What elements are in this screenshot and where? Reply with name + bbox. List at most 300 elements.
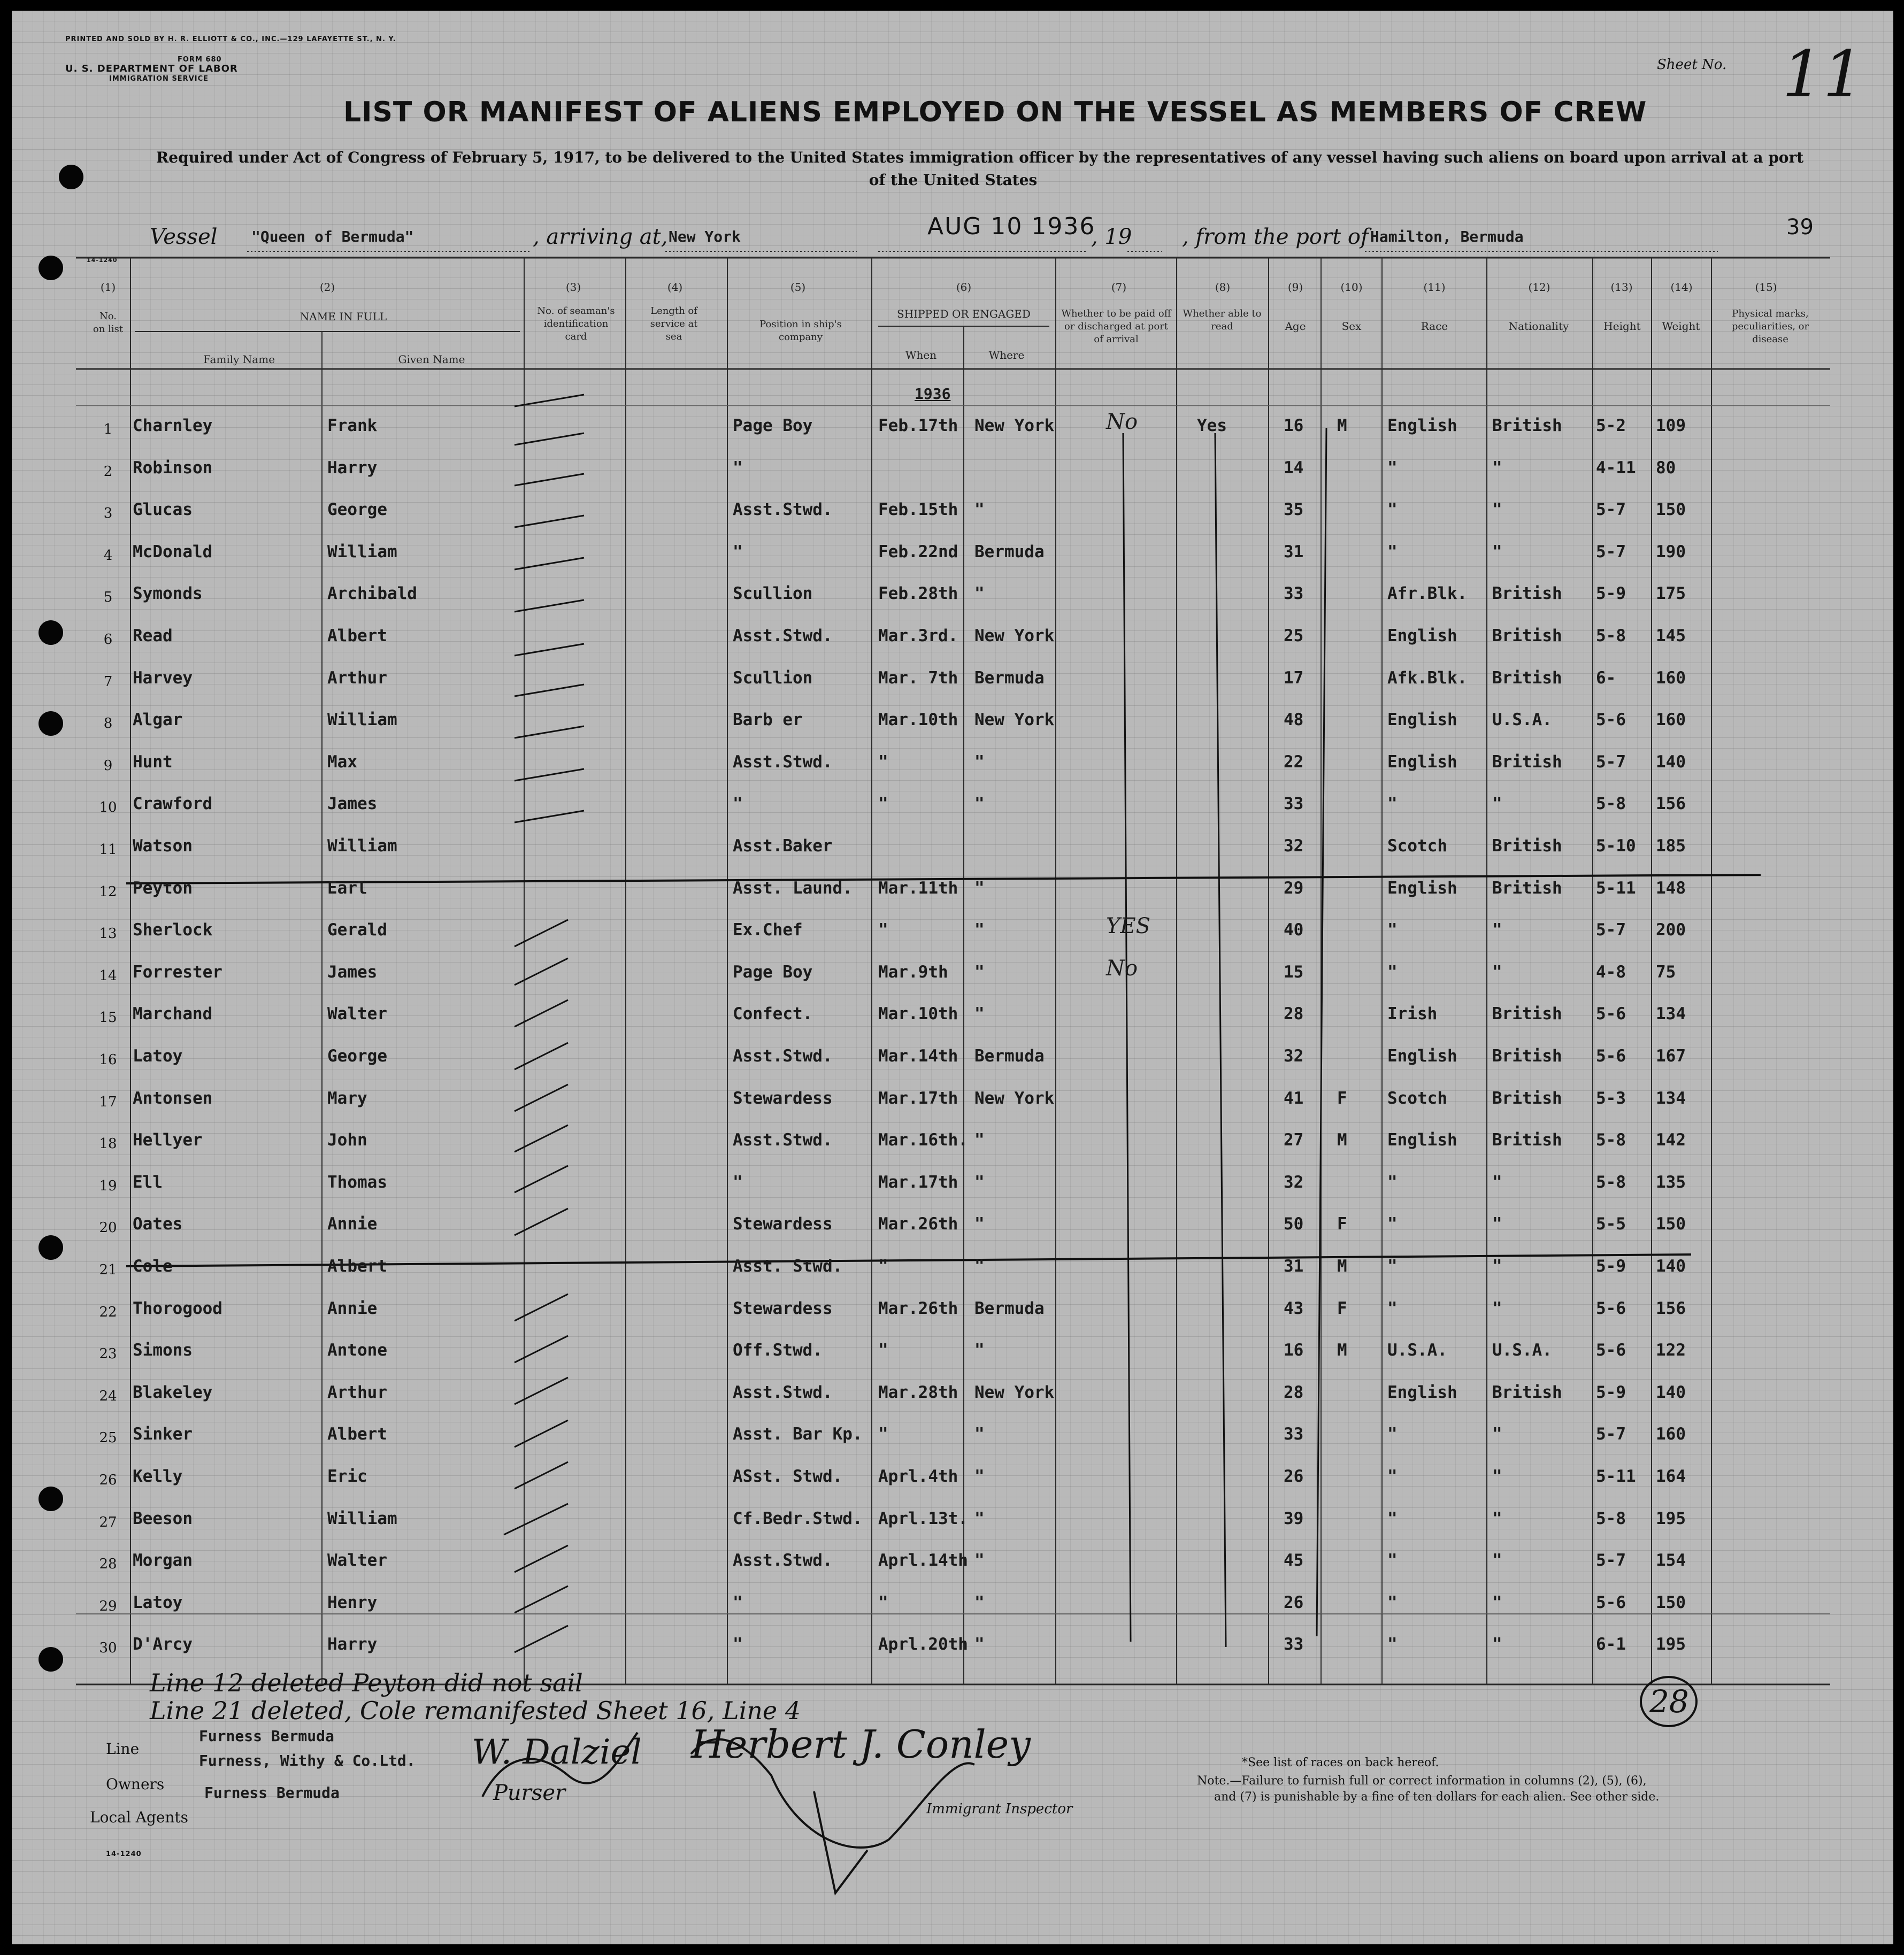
cell-shipped-when: " [878,752,888,772]
cell-nationality: " [1492,1214,1502,1234]
cell-shipped-when: " [878,1592,888,1612]
cell-row-number: 8 [103,715,113,732]
cell-given-name: Max [327,752,357,772]
cell-position: Cf.Bedr.Stwd. [733,1508,863,1528]
manifest-paper [12,11,1893,1944]
cell-weight: 150 [1656,1592,1686,1612]
cell-family-name: Morgan [133,1551,193,1571]
cell-position: Page Boy [733,416,813,435]
cell-given-name: George [327,500,387,520]
cell-position: Off.Stwd. [733,1341,823,1360]
cell-position: Asst.Stwd. [733,1551,833,1571]
cell-shipped-when: " [878,1341,888,1360]
cell-position: Asst.Baker [733,836,833,856]
cell-height: 5-10 [1596,836,1636,856]
cell-paid-off: No [1106,410,1138,434]
cell-weight: 200 [1656,920,1686,940]
cell-row-number: 25 [99,1430,117,1446]
col-8-num: (8) [1215,281,1231,294]
cell-family-name: Symonds [133,584,203,604]
cell-race: English [1387,752,1457,772]
cell-row-number: 19 [99,1177,117,1194]
cell-given-name: Mary [327,1088,367,1108]
cell-sex: F [1337,1214,1347,1234]
cell-height: 5-8 [1596,1130,1626,1150]
cell-given-name: William [327,836,397,856]
col-2-sub-given: Given Name [398,353,465,366]
races-note: *See list of races on back hereof. [1242,1756,1439,1769]
cell-row-number: 14 [99,967,117,984]
cell-row-number: 29 [99,1598,117,1614]
cell-family-name: Kelly [133,1467,183,1486]
cell-nationality: " [1492,1172,1502,1192]
cell-sex: F [1337,1298,1347,1318]
cell-given-name: William [327,1508,397,1528]
cell-weight: 80 [1656,458,1676,478]
cell-height: 5-6 [1596,1298,1626,1318]
cell-race: English [1387,878,1457,898]
cell-race: Afr.Blk. [1387,584,1468,604]
cell-height: 5-8 [1596,794,1626,814]
cell-nationality: " [1492,500,1502,520]
form-number: FORM 680 [178,56,222,64]
cell-position: Scullion [733,584,813,604]
cell-family-name: Robinson [133,458,213,478]
cell-position: Asst.Stwd. [733,752,833,772]
cell-age: 39 [1284,1508,1304,1528]
cell-race: " [1387,1425,1398,1444]
cell-height: 5-7 [1596,752,1626,772]
cell-height: 5-6 [1596,710,1626,730]
cell-family-name: Sherlock [133,920,213,940]
cell-row-number: 17 [99,1094,117,1110]
cell-age: 32 [1284,836,1304,856]
cell-shipped-where: " [974,584,985,604]
cell-given-name: Albert [327,626,387,645]
purser-signature: W. Dalziel [472,1733,642,1772]
margin-number: 39 [1786,215,1814,240]
cell-height: 5-6 [1596,1341,1626,1360]
cell-family-name: Hellyer [133,1130,203,1150]
cell-given-name: Arthur [327,668,387,688]
cell-age: 33 [1284,584,1304,604]
col-14-label: Weight [1662,320,1700,333]
cell-shipped-where: " [974,752,985,772]
cell-family-name: Ell [133,1172,163,1192]
col-11-label: Race [1421,320,1448,333]
col-8-label: Whether able to read [1183,308,1262,332]
col-15-label: Physical marks, peculiarities, or disease [1731,308,1809,345]
cell-position: Barb er [733,710,803,730]
cell-weight: 135 [1656,1172,1686,1192]
col-3-num: (3) [565,281,581,294]
cell-position: " [733,1172,743,1192]
cell-shipped-when: " [878,1257,888,1276]
cell-row-number: 24 [99,1388,117,1404]
cell-race: " [1387,920,1398,940]
from-port: Hamilton, Bermuda [1370,228,1524,245]
cell-height: 5-11 [1596,1467,1636,1486]
cell-sex: M [1337,1130,1347,1150]
cell-race: " [1387,500,1398,520]
cell-row-number: 15 [99,1010,117,1026]
col-6-label: SHIPPED OR ENGAGED [897,307,1031,320]
cell-shipped-when: Mar.17th [878,1172,958,1192]
cell-height: 5-8 [1596,1172,1626,1192]
cell-family-name: Oates [133,1214,183,1234]
cell-race: Scotch [1387,836,1447,856]
cell-age: 43 [1284,1298,1304,1318]
cell-position: Asst. Laund. [733,878,853,898]
cell-age: 16 [1284,1341,1304,1360]
cell-race: " [1387,962,1398,982]
cell-family-name: Read [133,626,173,645]
cell-race: Afk.Blk. [1387,668,1468,688]
form-title: LIST OR MANIFEST OF ALIENS EMPLOYED ON THE VESSEL AS MEMBERS OF CREW [343,96,1647,128]
cell-shipped-where: " [974,920,985,940]
cell-height: 6- [1596,668,1616,688]
cell-family-name: Marchand [133,1004,213,1024]
cell-shipped-where: " [974,1341,985,1360]
cell-shipped-when: Mar.17th [878,1088,958,1108]
cell-age: 41 [1284,1088,1304,1108]
cell-given-name: Antone [327,1341,387,1360]
cell-position: Asst.Stwd. [733,1046,833,1066]
cell-nationality: British [1492,752,1562,772]
cell-paid-off: YES [1106,914,1151,939]
cell-shipped-when: Mar.14th [878,1046,958,1066]
cell-age: 45 [1284,1551,1304,1571]
cell-nationality: British [1492,1004,1562,1024]
cell-age: 17 [1284,668,1304,688]
cell-nationality: " [1492,542,1502,561]
cell-race: English [1387,710,1457,730]
cell-shipped-where: Bermuda [974,668,1045,688]
cell-row-number: 1 [103,421,113,437]
cell-age: 35 [1284,500,1304,520]
cell-shipped-where: " [974,1635,985,1654]
cell-age: 48 [1284,710,1304,730]
sheet-number: 11 [1782,37,1864,112]
cell-shipped-when: Feb.28th [878,584,958,604]
cell-height: 5-7 [1596,1425,1626,1444]
cell-shipped-when: Aprl.4th [878,1467,958,1486]
cell-nationality: U.S.A. [1492,710,1552,730]
cell-position: Asst.Stwd. [733,1130,833,1150]
cell-sex: M [1337,1341,1347,1360]
cell-row-number: 6 [103,632,113,648]
cell-height: 5-11 [1596,878,1636,898]
cell-shipped-where: New York [974,1088,1055,1108]
cell-age: 16 [1284,416,1304,435]
department-label: U. S. DEPARTMENT OF LABOR [65,63,238,74]
date-stamp: AUG 10 1936 [927,213,1096,240]
cell-race: " [1387,1172,1398,1192]
cell-shipped-where: " [974,878,985,898]
cell-shipped-when: Mar.10th [878,710,958,730]
col-1-label: No. on list [93,311,124,335]
cell-age: 40 [1284,920,1304,940]
cell-shipped-where: " [974,1257,985,1276]
cell-nationality: British [1492,584,1562,604]
cell-weight: 195 [1656,1635,1686,1654]
cell-race: " [1387,1298,1398,1318]
cell-age: 26 [1284,1592,1304,1612]
cell-height: 4-11 [1596,458,1636,478]
vessel-label: Vessel [150,225,218,249]
cell-given-name: Henry [327,1592,378,1612]
cell-race: " [1387,1551,1398,1571]
cell-nationality: British [1492,1382,1562,1402]
col-11-num: (11) [1423,281,1446,294]
cell-nationality: British [1492,1130,1562,1150]
cell-nationality: British [1492,878,1562,898]
cell-age: 22 [1284,752,1304,772]
cell-position: Asst.Stwd. [733,626,833,645]
col-9-label: Age [1285,320,1306,333]
cell-row-number: 4 [103,547,113,564]
cell-weight: 164 [1656,1467,1686,1486]
cell-age: 15 [1284,962,1304,982]
cell-race: " [1387,794,1398,814]
cell-shipped-when: Mar.10th [878,1004,958,1024]
cell-position: Stewardess [733,1214,833,1234]
cell-nationality: " [1492,920,1502,940]
cell-row-number: 11 [99,842,117,858]
cell-nationality: " [1492,458,1502,478]
cell-able-to-read: Yes [1197,416,1227,435]
cell-shipped-when: Feb.15th [878,500,958,520]
cell-given-name: Frank [327,416,378,435]
cell-sex: F [1337,1088,1347,1108]
cell-race: Scotch [1387,1088,1447,1108]
cell-position: Page Boy [733,962,813,982]
cell-race: " [1387,1214,1398,1234]
cell-shipped-when: Mar.11th [878,878,958,898]
cell-height: 6-1 [1596,1635,1626,1654]
cell-weight: 122 [1656,1341,1686,1360]
cell-nationality: British [1492,1088,1562,1108]
cell-position: " [733,794,743,814]
cell-age: 28 [1284,1004,1304,1024]
cell-nationality: " [1492,1425,1502,1444]
col-6-sub-where: Where [988,349,1025,361]
owners-value: Furness, Withy & Co.Ltd. [199,1752,416,1769]
cell-family-name: Peyton [133,878,193,898]
cell-row-number: 3 [103,505,113,522]
cell-weight: 150 [1656,1214,1686,1234]
cell-family-name: Forrester [133,962,222,982]
cell-shipped-when: " [878,920,888,940]
cell-family-name: Antonsen [133,1088,213,1108]
cell-shipped-where: " [974,1130,985,1150]
cell-height: 5-6 [1596,1592,1626,1612]
col-5-label: Position in ship's company [759,319,842,343]
cell-nationality: " [1492,1592,1502,1612]
cell-shipped-where: New York [974,416,1055,435]
cell-given-name: George [327,1046,387,1066]
cell-age: 31 [1284,542,1304,561]
cell-family-name: Hunt [133,752,173,772]
cell-family-name: Sinker [133,1425,193,1444]
cell-age: 31 [1284,1257,1304,1276]
col-2-num: (2) [319,281,335,294]
cell-weight: 140 [1656,752,1686,772]
purser-label: Purser [493,1781,566,1805]
cell-nationality: British [1492,626,1562,645]
cell-given-name: Annie [327,1298,378,1318]
cell-given-name: Thomas [327,1172,387,1192]
cell-height: 5-9 [1596,1382,1626,1402]
cell-given-name: James [327,794,378,814]
cell-position: Stewardess [733,1088,833,1108]
cell-height: 5-6 [1596,1004,1626,1024]
cell-race: " [1387,1592,1398,1612]
cell-age: 25 [1284,626,1304,645]
cell-given-name: Harry [327,458,378,478]
cell-family-name: Glucas [133,500,193,520]
vessel-name: "Queen of Bermuda" [251,228,414,245]
cell-weight: 175 [1656,584,1686,604]
cell-family-name: Watson [133,836,193,856]
col-6-num: (6) [956,281,972,294]
cell-position: " [733,458,743,478]
cell-row-number: 23 [99,1346,117,1363]
circled-count: 28 [1649,1683,1689,1720]
cell-age: 33 [1284,794,1304,814]
cell-shipped-when: Mar.16th. [878,1130,968,1150]
cell-shipped-when: " [878,1425,888,1444]
cell-nationality: British [1492,668,1562,688]
cell-race: Irish [1387,1004,1438,1024]
cell-shipped-where: Bermuda [974,1298,1045,1318]
cell-weight: 154 [1656,1551,1686,1571]
penalty-note-2: and (7) is punishable by a fine of ten dollars for each alien. See other side. [1214,1790,1660,1804]
cell-weight: 195 [1656,1508,1686,1528]
cell-row-number: 13 [99,926,117,942]
local-agents-label: Local Agents [90,1808,189,1826]
cell-family-name: McDonald [133,542,213,561]
cell-nationality: " [1492,962,1502,982]
cell-nationality: British [1492,1046,1562,1066]
cell-weight: 160 [1656,710,1686,730]
cell-weight: 142 [1656,1130,1686,1150]
cell-position: Ex.Chef [733,920,803,940]
cell-height: 5-2 [1596,416,1626,435]
cell-family-name: Latoy [133,1046,183,1066]
cell-family-name: Cole [133,1257,173,1276]
cell-race: English [1387,1382,1457,1402]
cell-row-number: 27 [99,1514,117,1530]
cell-given-name: Albert [327,1425,387,1444]
cell-row-number: 30 [99,1640,117,1657]
cell-family-name: Harvey [133,668,193,688]
cell-given-name: Harry [327,1635,378,1654]
form-subtitle-2: of the United States [869,171,1038,189]
cell-weight: 156 [1656,1298,1686,1318]
cell-shipped-when: Feb.17th [878,416,958,435]
col-9-num: (9) [1287,281,1303,294]
cell-height: 5-7 [1596,542,1626,561]
cell-shipped-when: Aprl.20th [878,1635,968,1654]
cell-shipped-when: Aprl.14th [878,1551,968,1571]
col-10-num: (10) [1340,281,1363,294]
cell-height: 5-6 [1596,1046,1626,1066]
cell-shipped-where: " [974,794,985,814]
inspector-label: Immigrant Inspector [926,1801,1073,1817]
line-label: Line [106,1740,140,1758]
cell-row-number: 5 [103,589,113,606]
cell-given-name: Walter [327,1004,387,1024]
cell-family-name: Latoy [133,1592,183,1612]
cell-row-number: 26 [99,1472,117,1488]
cell-row-number: 28 [99,1556,117,1573]
cell-row-number: 10 [99,799,117,816]
form-subtitle-1: Required under Act of Congress of February 5, 1917, to be delivered to the United States immigration officer by the representatives of any vessel having such aliens on board upon arrival at a port [156,149,1804,166]
cell-position: " [733,1592,743,1612]
cell-age: 33 [1284,1425,1304,1444]
cell-race: " [1387,458,1398,478]
cell-position: Confect. [733,1004,813,1024]
cell-height: 5-9 [1596,584,1626,604]
col-2-sub-family: Family Name [203,353,275,366]
cell-position: Asst. Bar Kp. [733,1425,863,1444]
cell-shipped-where: Bermuda [974,542,1045,561]
cell-weight: 140 [1656,1257,1686,1276]
cell-row-number: 21 [99,1262,117,1278]
cell-nationality: " [1492,1635,1502,1654]
cell-age: 33 [1284,1635,1304,1654]
cell-weight: 109 [1656,416,1686,435]
cell-shipped-where: " [974,1004,985,1024]
form-code: 14-1240 [106,1850,142,1858]
col-4-num: (4) [667,281,683,294]
col-6-sub-when: When [905,349,937,361]
margin-code: 14-1240 [87,257,118,264]
cell-weight: 160 [1656,1425,1686,1444]
cell-position: Stewardess [733,1298,833,1318]
cell-shipped-where: " [974,1425,985,1444]
cell-given-name: Annie [327,1214,378,1234]
cell-shipped-when: Mar.26th [878,1298,958,1318]
cell-weight: 156 [1656,794,1686,814]
owners-label: Owners [106,1775,165,1793]
cell-age: 32 [1284,1172,1304,1192]
cell-nationality: " [1492,1257,1502,1276]
cell-position: " [733,542,743,561]
cell-shipped-where: " [974,1214,985,1234]
cell-weight: 75 [1656,962,1676,982]
cell-height: 5-7 [1596,500,1626,520]
cell-family-name: Crawford [133,794,213,814]
cell-weight: 160 [1656,668,1686,688]
cell-position: Asst.Stwd. [733,1382,833,1402]
cell-nationality: " [1492,1298,1502,1318]
cell-weight: 150 [1656,500,1686,520]
cell-height: 5-7 [1596,920,1626,940]
col-7-num: (7) [1111,281,1127,294]
cell-nationality: U.S.A. [1492,1341,1552,1360]
cell-nationality: " [1492,1467,1502,1486]
cell-weight: 148 [1656,878,1686,898]
arriving-port: New York [669,228,741,245]
col-10-label: Sex [1341,320,1362,333]
cell-shipped-where: New York [974,1382,1055,1402]
cell-shipped-where: " [974,962,985,982]
cell-shipped-where: New York [974,710,1055,730]
cell-height: 4-8 [1596,962,1626,982]
cell-race: " [1387,1467,1398,1486]
